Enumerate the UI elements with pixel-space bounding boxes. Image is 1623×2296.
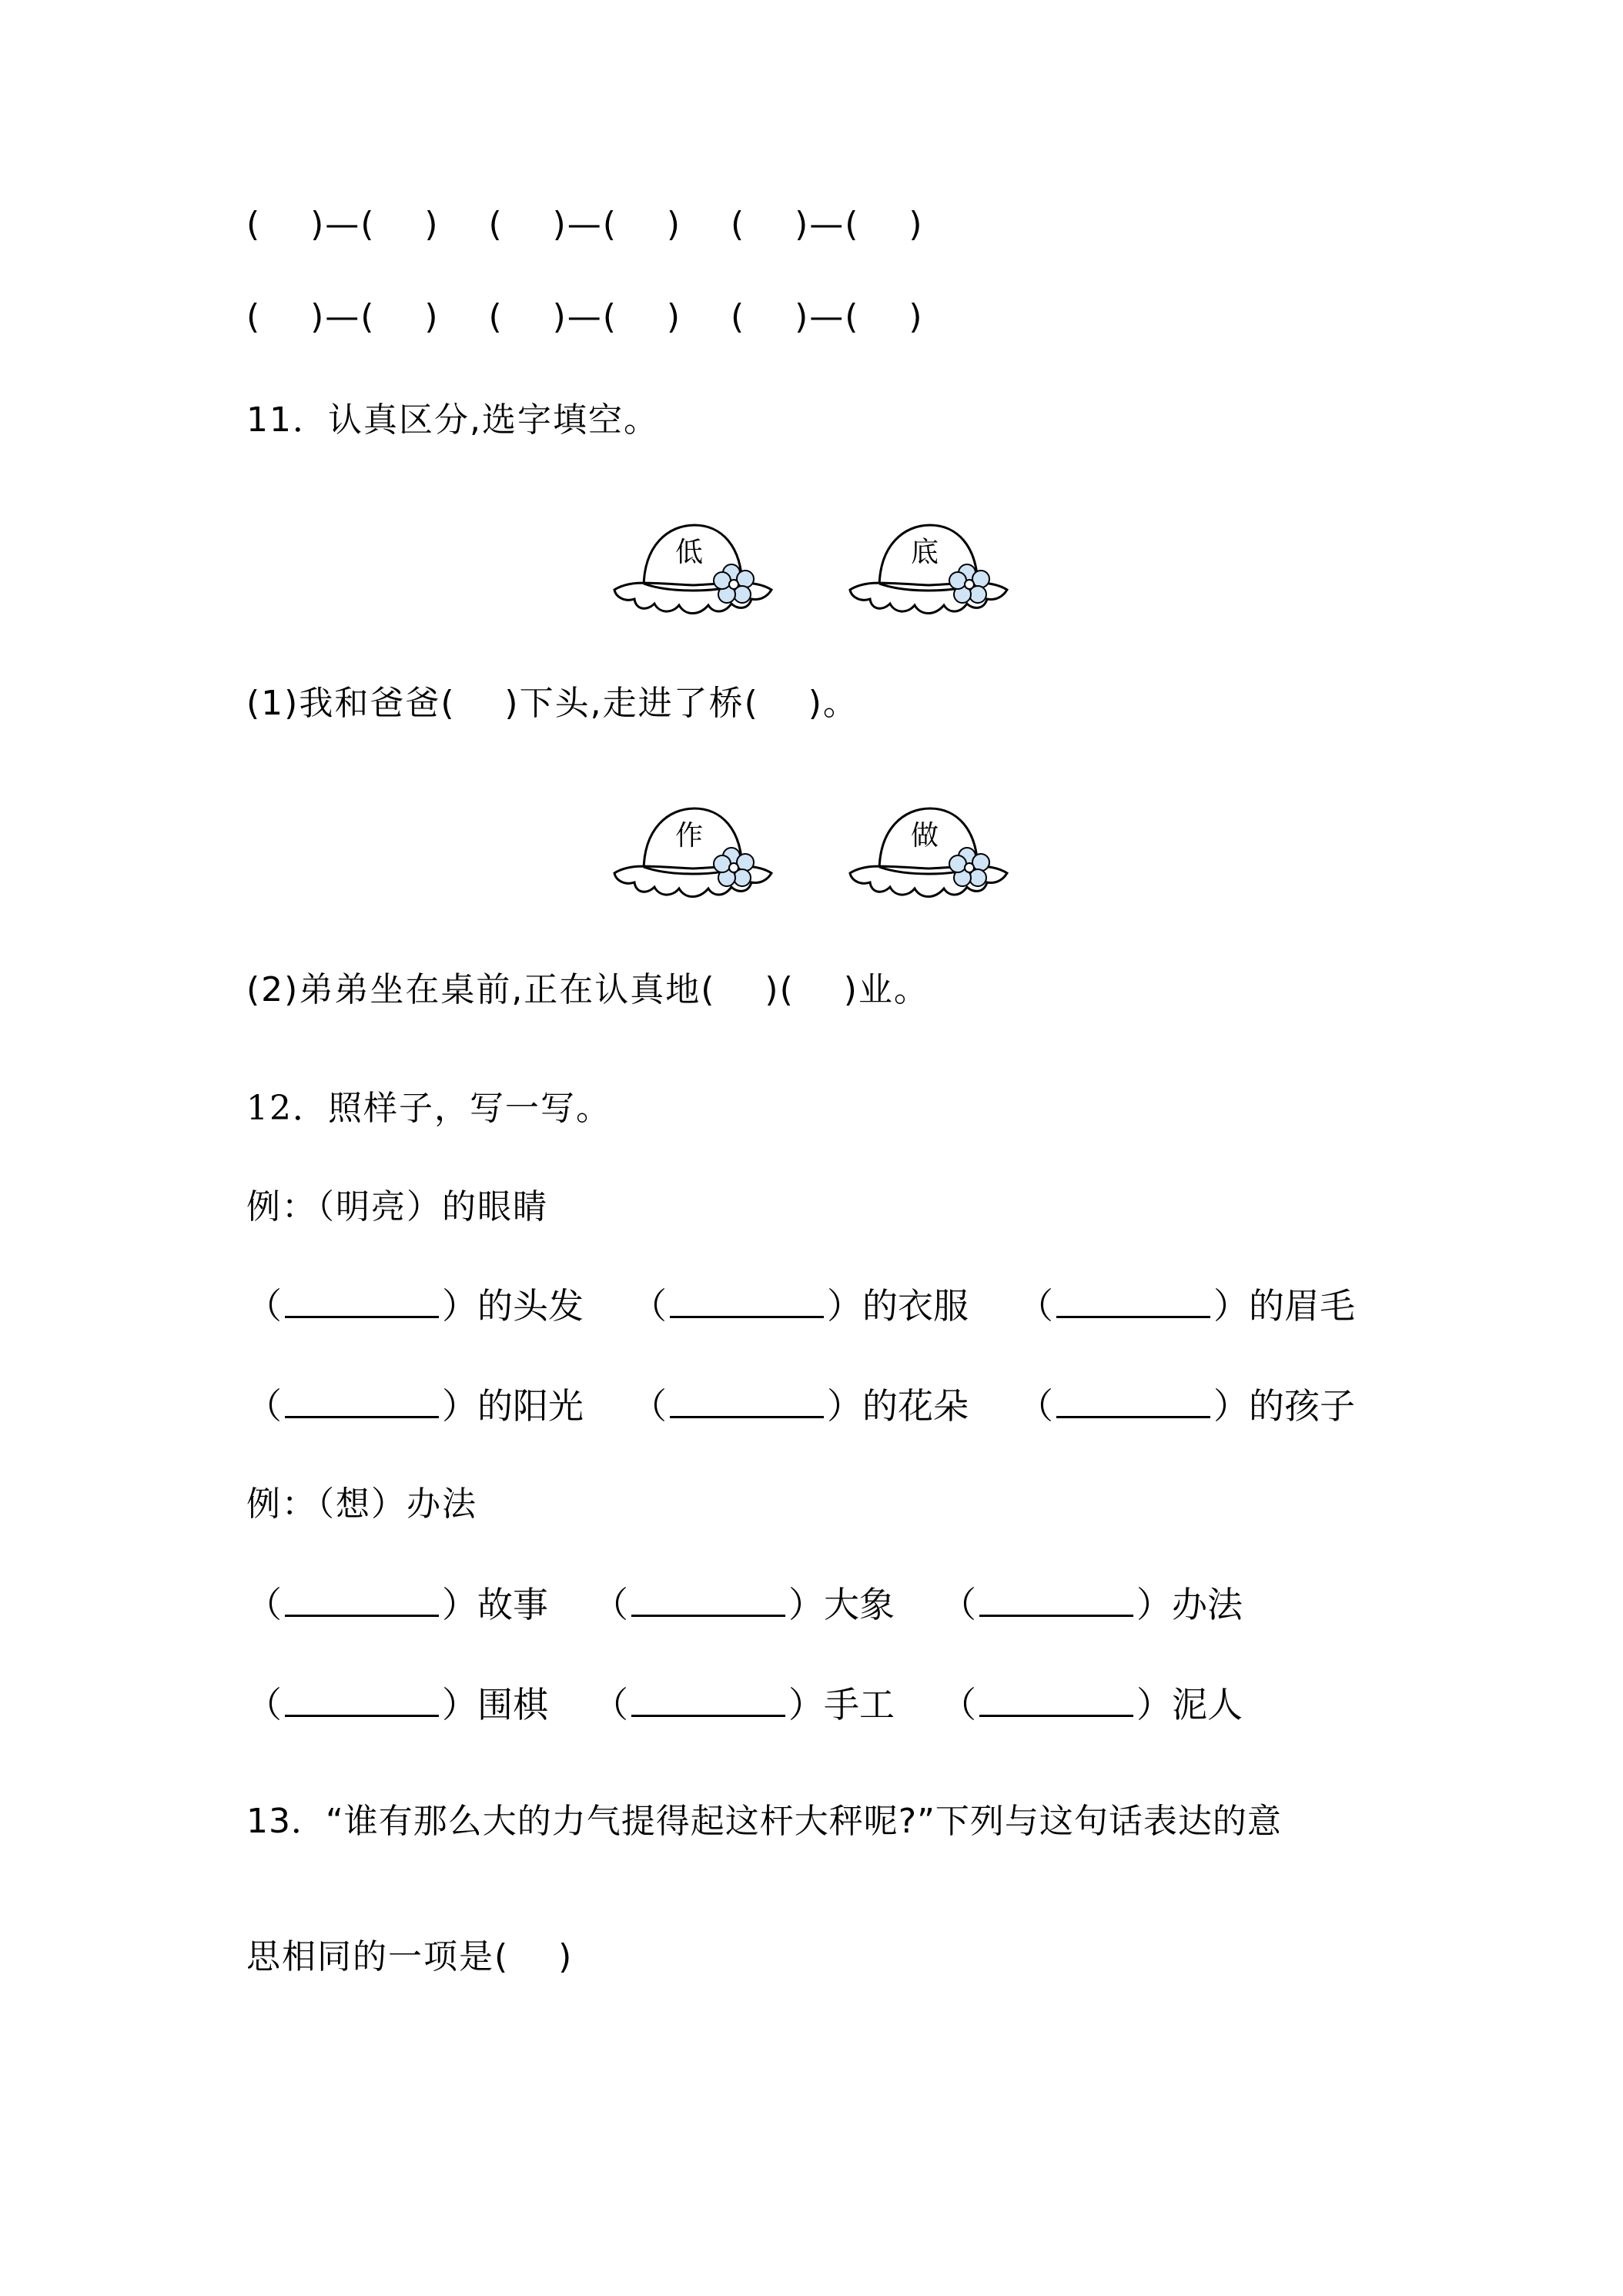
fill-item: （ ）故事 (246, 1584, 548, 1625)
fill-item: （ ）的眉毛 (1018, 1285, 1355, 1327)
answer-blank[interactable] (285, 1584, 439, 1617)
answer-blank[interactable] (631, 1584, 785, 1617)
answer-blank[interactable] (670, 1385, 824, 1418)
hat-icon (844, 514, 1013, 630)
hat-choice-1 (608, 514, 778, 630)
q11-title: 11．认真区分,选字填空。 (246, 400, 659, 440)
pair-blank-row-1: ( )—( ) ( )—( ) ( )—( ) (246, 205, 924, 244)
hat-choice-3 (608, 798, 778, 913)
fill-item: （ ）大象 (593, 1584, 895, 1625)
fill-item: （ ）办法 (941, 1584, 1243, 1625)
answer-blank[interactable] (285, 1385, 439, 1418)
answer-blank[interactable] (631, 1684, 785, 1717)
hat-icon (608, 514, 778, 630)
q12-title: 12．照样子，写一写。 (246, 1089, 611, 1128)
hat-choice-4 (844, 798, 1013, 913)
fill-item: （ ）手工 (593, 1684, 895, 1725)
q12-example-1: 例：（明亮）的眼睛 (246, 1187, 548, 1227)
q11-sentence-1: (1)我和爸爸( )下头,走进了桥( )。 (246, 684, 858, 723)
fill-item: （ ）的头发 (246, 1285, 584, 1327)
fill-item: （ ）的阳光 (246, 1385, 584, 1427)
q13-line-1: 13．“谁有那么大的力气提得起这杆大秤呢?”下列与这句话表达的意 (246, 1802, 1282, 1841)
answer-blank[interactable] (670, 1285, 824, 1318)
answer-blank[interactable] (285, 1684, 439, 1717)
fill-item: （ ）的衣服 (631, 1285, 969, 1327)
answer-blank[interactable] (979, 1584, 1133, 1617)
q11-sentence-2: (2)弟弟坐在桌前,正在认真地( )( )业。 (246, 970, 929, 1009)
answer-blank[interactable] (285, 1285, 439, 1318)
pair-blank-row-2: ( )—( ) ( )—( ) ( )—( ) (246, 297, 924, 336)
fill-item: （ ）围棋 (246, 1684, 548, 1725)
q12-example-2: 例：（想）办法 (246, 1484, 477, 1524)
hat-character: 做 (910, 820, 939, 852)
hat-icon (608, 798, 778, 913)
hat-character: 作 (674, 820, 703, 852)
answer-blank[interactable] (1056, 1385, 1210, 1418)
hat-character: 低 (674, 537, 703, 568)
answer-blank[interactable] (979, 1684, 1133, 1717)
fill-item: （ ）泥人 (941, 1684, 1243, 1725)
answer-blank[interactable] (1056, 1285, 1210, 1318)
hat-choice-2 (844, 514, 1013, 630)
q13-line-2: 思相同的一项是( ) (246, 1937, 574, 1976)
fill-item: （ ）的花朵 (631, 1385, 969, 1427)
hat-icon (844, 798, 1013, 913)
fill-item: （ ）的孩子 (1018, 1385, 1355, 1427)
hat-character: 底 (910, 537, 939, 568)
